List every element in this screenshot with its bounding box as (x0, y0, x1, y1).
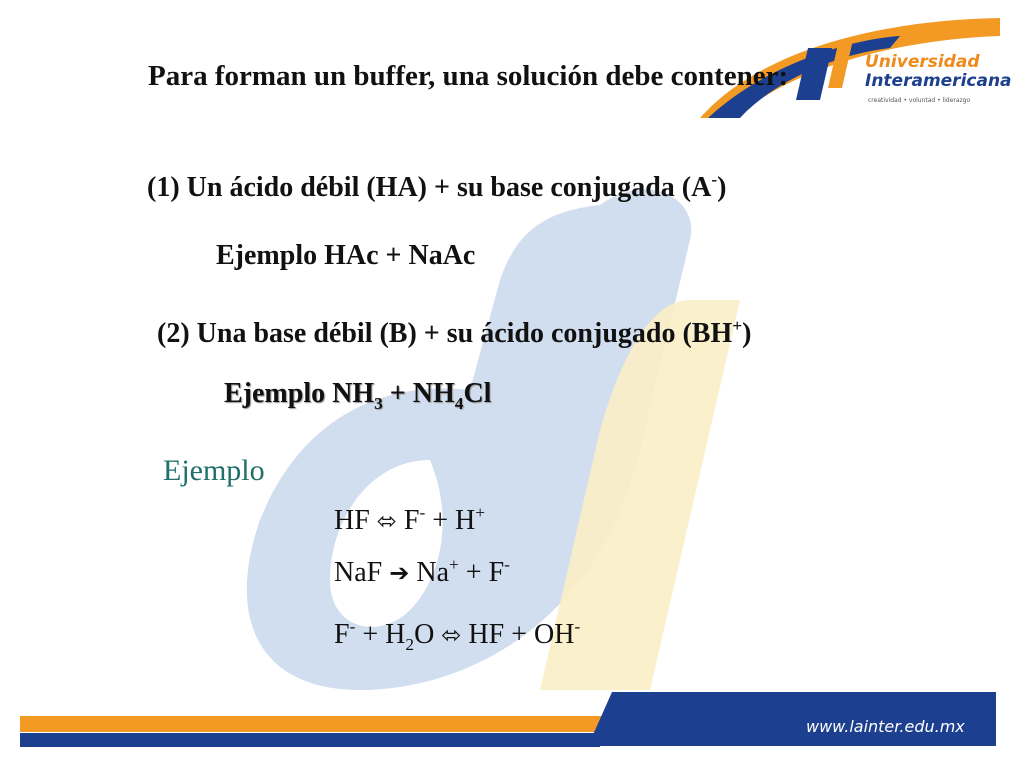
eq3-b-sub: 2 (405, 635, 415, 654)
example-1: Ejemplo HAc + NaAc (216, 240, 476, 271)
example-2-mid: + NH (382, 378, 455, 409)
right-arrow-icon: ➔ (389, 559, 410, 587)
eq3-a: F (334, 619, 350, 650)
item-2-sup: + (732, 316, 743, 335)
item-2-text: (2) Una base débil (B) + su ácido conjugado (BH (157, 318, 733, 349)
slide-title: Para forman un buffer, una solución debe contener: (148, 60, 789, 92)
eq2-b-sup: + (449, 555, 459, 574)
eq3-d-sup: - (574, 617, 581, 636)
logo-line-interamericana: Interamericana (865, 71, 1012, 91)
item-2-close: ) (742, 318, 752, 349)
logo-tagline: creatividad • voluntad • liderazgo (868, 97, 971, 104)
eq1-a: HF (334, 505, 377, 536)
double-arrow-icon: ⬄ (441, 621, 462, 649)
eq2-c: + F (458, 557, 505, 588)
eq3-d: HF + OH (461, 619, 575, 650)
eq1-c-sup: + (475, 503, 486, 522)
equation-3 (334, 617, 581, 654)
item-1-text: (1) Un ácido débil (HA) + su base conjugada (A (147, 172, 712, 203)
equation-1 (334, 505, 485, 537)
item-1 (147, 172, 726, 204)
item-1-sup: - (711, 170, 718, 189)
double-arrow-icon: ⬄ (376, 507, 397, 535)
ejemplo-heading: Ejemplo (163, 454, 265, 487)
eq3-c: O (414, 619, 442, 650)
eq2-c-sup: - (504, 555, 510, 574)
example-2 (224, 378, 492, 413)
eq1-c: + H (425, 505, 476, 536)
footer-url[interactable]: www.lainter.edu.mx (806, 717, 965, 736)
footer-orange-stripe (20, 716, 620, 732)
eq3-a-sup: - (349, 617, 356, 636)
eq1-b-sup: - (419, 503, 426, 522)
item-1-close: ) (717, 172, 727, 203)
example-2-suffix: Cl (463, 378, 492, 409)
eq2-b: Na (409, 557, 449, 588)
example-2-sub1: 3 (374, 394, 383, 413)
logo-line-universidad: Universidad (865, 52, 980, 72)
equation-2 (334, 557, 510, 589)
eq1-b: F (396, 505, 420, 536)
item-2 (157, 318, 751, 350)
footer-blue-stripe (20, 733, 600, 747)
eq3-b: + H (355, 619, 406, 650)
example-2-prefix: Ejemplo NH (224, 378, 375, 409)
example-2-sub2: 4 (454, 394, 464, 413)
eq2-a: NaF (334, 557, 390, 588)
